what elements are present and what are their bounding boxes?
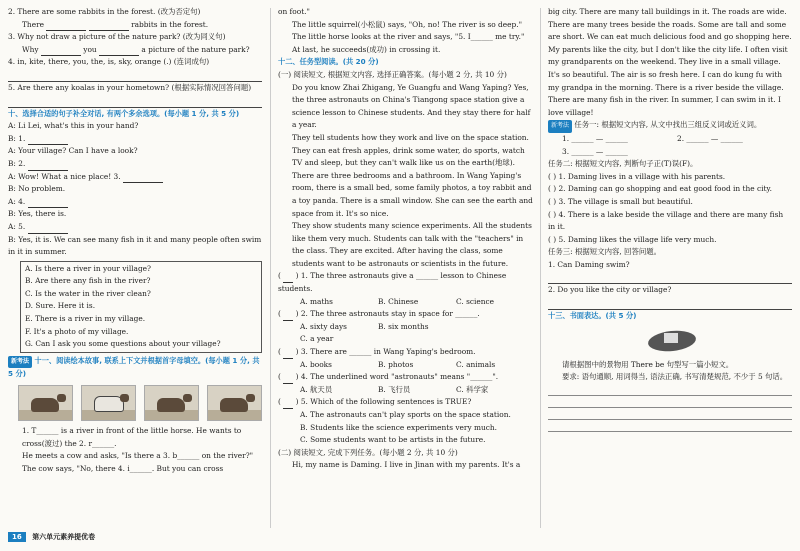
writing-line[interactable] xyxy=(548,420,792,432)
q5-answer-rule[interactable] xyxy=(8,95,262,108)
dialog-blank-2[interactable] xyxy=(28,162,68,171)
tf-item[interactable]: ( ) 1. Daming lives in a village with his parents. xyxy=(548,171,726,181)
section-11-title xyxy=(8,355,262,381)
mc-options xyxy=(278,359,534,372)
section-12-title: 十二、任务型阅读。(共 20 分) xyxy=(278,57,379,67)
mc-question-text: 2. The three astronauts stay in space for ______. xyxy=(300,309,480,319)
story-picture-crossing xyxy=(207,385,262,421)
q4-instruction: 4. in, kite, there, you, the, is, sky, orange (.) (连词成句) xyxy=(8,57,210,67)
new-exam-tag: 新考法 xyxy=(548,120,572,133)
mc-answer-blank[interactable] xyxy=(283,350,293,359)
mc-options xyxy=(278,321,534,334)
task-3-question-2: 2. Do you like the city or village? xyxy=(548,285,672,295)
mc-option[interactable]: B. six months xyxy=(378,321,429,331)
dialog-line xyxy=(8,171,262,184)
column-divider xyxy=(540,8,541,528)
dialog-blank-1[interactable] xyxy=(28,136,68,145)
mc-option[interactable]: B. Students like the science experiments very much. xyxy=(300,422,497,432)
column-divider xyxy=(270,8,271,528)
q2-instruction: 2. There are some rabbits in the forest. (改为否定句) xyxy=(8,7,201,16)
q5-instruction: 5. Are there any koalas in your hometown? (根据实际情况回答问题) xyxy=(8,82,252,92)
q2-blank-2[interactable] xyxy=(89,22,129,31)
options-box xyxy=(20,261,262,353)
q3-blank-1[interactable] xyxy=(41,47,81,56)
mc-option[interactable]: B. 飞行员 xyxy=(378,384,411,394)
option-item: G. Can I ask you some questions about your village? xyxy=(25,339,221,349)
passage-paragraph: big city. There are many tall buildings in it. The roads are wide. There are many trees beside the roads. Some are tall and some are short. We can eat much delicious food and go shopping here. My parents like the city, but I don't like the city life. I often visit my grandparents on the weekend. They live in a small village. It's so beautiful. The air is so fresh here. I can do kung fu with my grandpa in the morning. There is a river beside the village. There are many fish in the river. In summer, I can swim in it. I love village! xyxy=(548,7,792,117)
passage-paragraph: Do you know Zhai Zhigang, Ye Guangfu and Wang Yaping? Yes, the three astronauts on China's Tiangong space station give a science lesson to Chinese students. And they stay there for half a year. xyxy=(292,82,531,130)
option-item: B. Are there any fish in the river? xyxy=(25,276,151,286)
tf-item[interactable]: ( ) 3. The village is small but beautiful. xyxy=(548,196,693,206)
dialog-blank-4[interactable] xyxy=(28,199,68,208)
writing-requirement: 要求: 语句通顺, 用词得当, 语法正确, 书写清楚规范, 不少于 5 句话。 xyxy=(562,372,788,382)
dialog-blank-5[interactable] xyxy=(28,225,68,234)
mc-question xyxy=(278,308,534,346)
mc-option[interactable]: B. photos xyxy=(378,359,414,369)
q2-word-there: There xyxy=(22,19,44,29)
mc-option[interactable]: A. The astronauts can't play sports on the space station. xyxy=(300,410,511,419)
mc-options xyxy=(278,384,534,397)
mc-option[interactable]: C. Some students want to be artists in the future. xyxy=(300,435,486,445)
mc-option[interactable]: C. a year xyxy=(300,334,334,344)
mc-options xyxy=(278,296,534,309)
mc-answer-blank[interactable] xyxy=(283,400,293,409)
story-picture-squirrel xyxy=(144,385,199,421)
dialog-text: A: 5. xyxy=(8,221,26,231)
story-paragraph: He meets a cow and asks, "Is there a 3. b______ on the river?" The cow says, "No, there 4. i______. But you can cross xyxy=(22,451,254,473)
dialog-text: A: Wow! What a nice place! 3. xyxy=(8,171,121,181)
section-13-title: 十三、书面表达。(共 5 分) xyxy=(548,311,637,321)
task-3-answer-1[interactable] xyxy=(548,271,792,284)
mc-option[interactable]: A. books xyxy=(300,359,332,369)
antonym-pair-3[interactable]: 3. ______ — ______ xyxy=(562,146,628,156)
dialog-line xyxy=(8,158,262,171)
story-continued: The little squirrel(小松鼠) says, "Oh, no! The river is so deep." The little horse looks at the river and says, "5. I______ me try." At last, he succeeds(成功) in crossing it. xyxy=(292,19,525,54)
writing-instruction: 请根据图中的景物用 There be 句型写一篇小短文。 xyxy=(562,359,734,369)
story-continued: on foot." xyxy=(278,7,310,16)
story-picture-cow xyxy=(81,385,136,421)
mc-option[interactable]: B. Chinese xyxy=(378,296,419,306)
writing-line[interactable] xyxy=(548,384,792,396)
mc-option[interactable]: C. science xyxy=(456,296,495,306)
tf-item[interactable]: ( ) 2. Daming can go shopping and eat good food in the city. xyxy=(548,184,772,194)
dialog-text: B: 2. xyxy=(8,158,26,168)
dialog-line xyxy=(8,221,262,234)
dialog-line: A: Li Lei, what's this in your hand? xyxy=(8,121,139,131)
passage-paragraph: They tell students how they work and live on the space station. They can eat fresh apples, drink some water, do sports, watch TV and sleep, but they can't walk like us on the earth(地球). There are three bedrooms and a bathroom. In Wang Yaping's room, there is a small bed, some family photos, a toy rabbit and a toy panda. There is a small window. She can see the earth and space from it. It's so nice. xyxy=(292,132,533,218)
mc-answer-blank[interactable] xyxy=(283,375,293,384)
mc-option[interactable]: A. 航天员 xyxy=(300,384,333,394)
task-2-instruction: 任务二: 根据短文内容, 判断句子正(T)误(F)。 xyxy=(548,159,698,169)
task-3-answer-2[interactable] xyxy=(548,297,792,310)
task-3-question-1: 1. Can Daming swim? xyxy=(548,259,630,269)
mc-option[interactable]: C. 科学家 xyxy=(456,384,489,394)
q2-word-rest: rabbits in the forest. xyxy=(131,19,209,29)
q2-blank-1[interactable] xyxy=(46,22,86,31)
dialog-line: B: Yes, it is. We can see many fish in it and many people often swim in it in summer. xyxy=(8,234,262,257)
mc-question xyxy=(278,396,534,446)
dialog-line: B: No problem. xyxy=(8,184,66,194)
dialog-line xyxy=(8,196,262,209)
tf-item[interactable]: ( ) 5. Daming likes the village life very much. xyxy=(548,234,717,244)
option-item: C. Is the water in the river clean? xyxy=(25,288,151,298)
mc-question-stem: ( ) 3. There are ______ in Wang Yaping's bedroom. xyxy=(278,346,534,359)
writing-line[interactable] xyxy=(548,396,792,408)
option-item: D. Sure. Here it is. xyxy=(25,301,96,311)
q4-answer-rule[interactable] xyxy=(8,69,262,82)
task-3-instruction: 任务三: 根据短文内容, 回答问题。 xyxy=(548,247,662,257)
dialog-line xyxy=(8,133,262,146)
middle-column xyxy=(278,6,534,472)
mc-option[interactable]: A. sixty days xyxy=(300,321,347,331)
new-exam-tag: 新考法 xyxy=(8,356,32,369)
mc-question-stem: ( ) 1. The three astronauts give a ______ lesson to Chinese students. xyxy=(278,271,507,294)
story-picture-horse xyxy=(18,385,73,421)
task-1-instruction xyxy=(548,119,792,133)
mc-question-text: 5. Which of the following sentences is TRUE? xyxy=(300,397,472,407)
reading-1-instruction: (一) 阅读短文, 根据短文内容, 选择正确答案。(每小题 2 分, 共 10 分) xyxy=(278,69,507,79)
passage-paragraph: They show students many science experiments. All the students like them very much. Students can talk with the "teachers" in the class. They are excited. After having the class, some students want to be astronauts or scientists in the future. xyxy=(292,221,532,268)
dialog-text: A: 4. xyxy=(8,196,26,206)
tf-item[interactable]: ( ) 4. There is a lake beside the village and there are many fish in it. xyxy=(548,209,784,232)
right-column xyxy=(548,6,792,432)
writing-line[interactable] xyxy=(548,408,792,420)
dialog-line: A: Your village? Can I have a look? xyxy=(8,146,138,156)
mc-option[interactable]: A. maths xyxy=(300,296,333,306)
q3-word-why: Why xyxy=(22,44,39,54)
antonym-pair-2[interactable]: 2. ______ — ______ xyxy=(677,133,743,143)
mc-question-stem: ( ) 5. Which of the following sentences is TRUE? xyxy=(278,396,534,409)
page-number: 16 xyxy=(8,532,26,542)
q3-answer-line xyxy=(8,44,262,57)
antonym-pair-1[interactable]: 1. ______ — ______ xyxy=(562,133,628,143)
passage-paragraph: Hi, my name is Daming. I live in Jinan with my parents. It's a xyxy=(292,460,521,470)
q3-word-you: you xyxy=(83,44,97,54)
mc-question xyxy=(278,346,534,371)
task-1-answers xyxy=(548,133,792,146)
q3-blank-2[interactable] xyxy=(99,47,139,56)
q3-instruction: 3. Why not draw a picture of the nature park? (改为同义句) xyxy=(8,32,226,42)
mc-question-text: 1. The three astronauts give a ______ lesson to Chinese students. xyxy=(278,271,507,294)
mc-question xyxy=(278,371,534,396)
option-item: A. Is there a river in your village? xyxy=(25,263,152,273)
page-footer xyxy=(8,532,95,542)
q3-word-rest: a picture of the nature park? xyxy=(141,44,250,54)
reading-2-instruction: (二) 阅读短文, 完成下列任务。(每小题 2 分, 共 10 分) xyxy=(278,447,458,457)
dialog-blank-3[interactable] xyxy=(123,174,163,183)
mc-answer-blank[interactable] xyxy=(283,312,293,321)
dialog-text: B: 1. xyxy=(8,133,26,143)
section-10-title: 十、选择合适的句子补全对话, 有两个多余选项。(每小题 1 分, 共 5 分) xyxy=(8,108,240,118)
unit-label: 第六单元素养提优卷 xyxy=(32,533,96,541)
dialog-line: B: Yes, there is. xyxy=(8,209,67,219)
story-pictures xyxy=(18,385,262,421)
mc-option[interactable]: C. animals xyxy=(456,359,496,369)
mc-question-stem: ( ) 2. The three astronauts stay in space for ______. xyxy=(278,308,534,321)
section-11-text: 十一、阅读绘本故事, 联系上下文并根据首字母填空。(每小题 1 分, 共 5 分) xyxy=(8,355,260,379)
mc-question-text: 4. The underlined word "astronauts" means "______". xyxy=(300,372,499,382)
q2-answer-line xyxy=(8,19,262,32)
mc-answer-blank[interactable] xyxy=(283,274,293,283)
mc-question-text: 3. There are ______ in Wang Yaping's bedroom. xyxy=(300,347,476,357)
mc-question xyxy=(278,270,534,308)
task-1-text: 任务一: 根据短文内容, 从文中找出三组反义词或近义词。 xyxy=(574,120,762,130)
option-item: F. It's a photo of my village. xyxy=(25,326,129,336)
mc-question-stem: ( ) 4. The underlined word "astronauts" means "______". xyxy=(278,371,534,384)
scene-picture xyxy=(644,327,700,355)
option-item: E. There is a river in my village. xyxy=(25,314,146,324)
left-column xyxy=(8,6,262,475)
story-paragraph: 1. T______ is a river in front of the little horse. He wants to cross(渡过) the 2. r______. xyxy=(22,426,242,448)
